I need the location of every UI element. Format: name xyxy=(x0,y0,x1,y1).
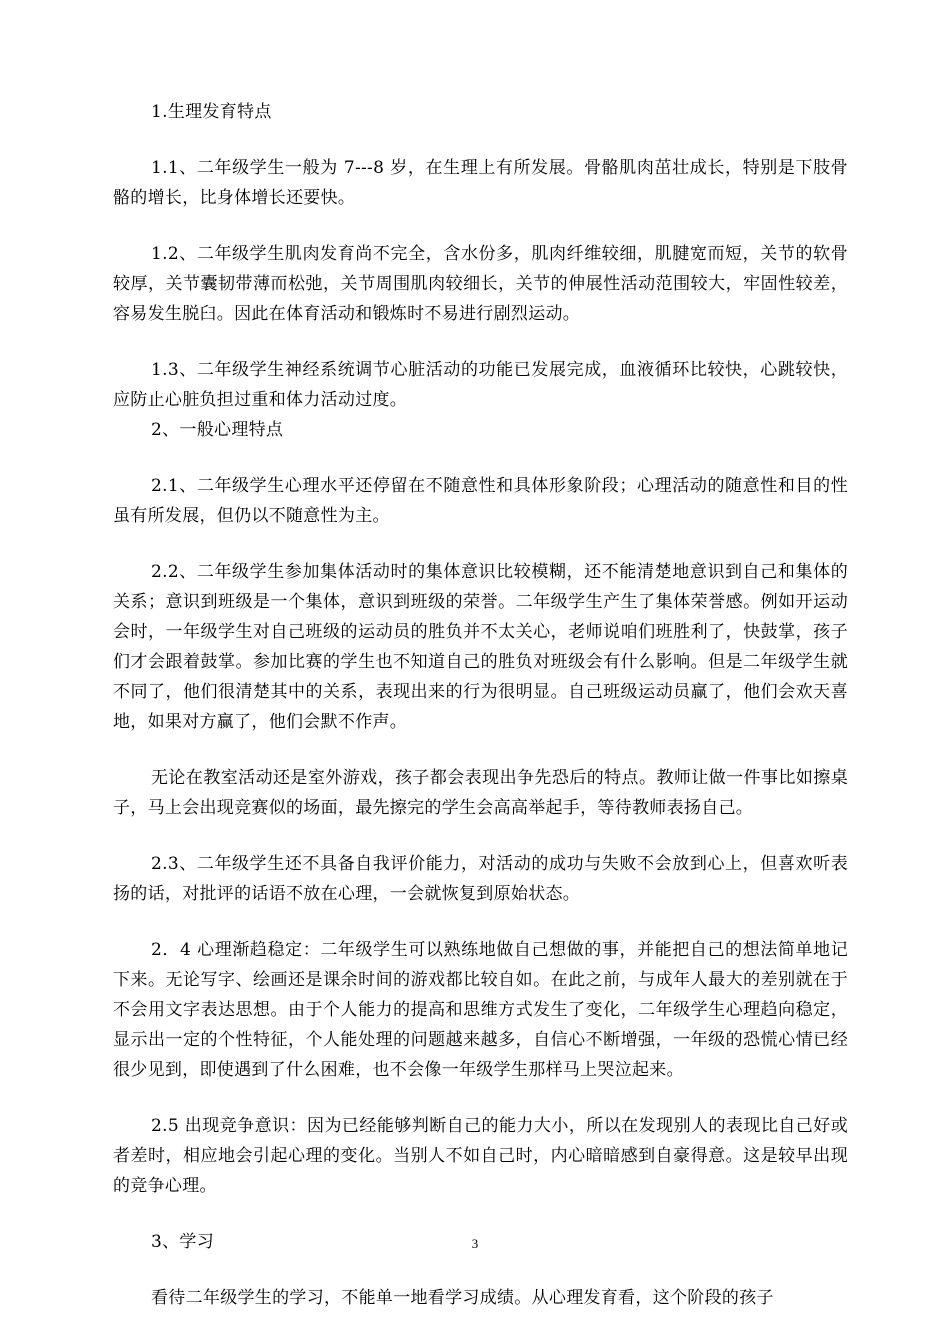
heading-physical-development: 1.生理发育特点 xyxy=(151,102,272,122)
page-number: 3 xyxy=(471,1236,479,1251)
paragraph-2-2: 2.2、二年级学生参加集体活动时的集体意识比较模糊，还不能清楚地意识到自己和集体的关系；意识到班级是一个集体，意识到班级的荣誉。二年级学生产生了集体荣誉感。例如开运动会时，一年级学生对自己班级的运动员的胜负并不太关心，老师说咱们班胜利了，快鼓掌，孩子们才会跟着鼓掌。参加比赛的学生也不知道自己的胜负对班级会有什么影响。但是二年级学生就不同了，他们很清楚其中的关系，表现出来的行为很明显。自己班级运动员赢了，他们会欢天喜地，如果对方赢了，他们会默不作声。 xyxy=(113,562,848,732)
heading-learning: 3、学习 xyxy=(151,1232,215,1252)
paragraph-2-4: 2．4 心理渐趋稳定：二年级学生可以熟练地做自己想做的事，并能把自己的想法简单地记下来。无论写字、绘画还是课余时间的游戏都比较自如。在此之前，与成年人最大的差别就在于不会用文字表达思想。由于个人能力的提高和思维方式发生了变化，二年级学生心理趋向稳定，显示出一定的个性特征，个人能处理的问题越来越多，自信心不断增强，一年级的恐慌心情已经很少见到，即使遇到了什么困难，也不会像一年级学生那样马上哭泣起来。 xyxy=(113,940,848,1080)
heading-general-psychology: 2、一般心理特点 xyxy=(151,420,284,440)
paragraph-1-3: 1.3、二年级学生神经系统调节心脏活动的功能已发展完成，血液循环比较快，心跳较快，应防止心脏负担过重和体力活动过度。 xyxy=(113,360,848,410)
paragraph-1-2: 1.2、二年级学生肌肉发育尚不完全，含水份多，肌肉纤维较细，肌腱宽而短，关节的软骨较厚，关节囊韧带薄而松弛，关节周围肌肉较细长，关节的伸展性活动范围较大，牢固性较差，容易发生脱臼。因此在体育活动和锻炼时不易进行剧烈运动。 xyxy=(113,244,848,324)
document-body xyxy=(113,97,848,1313)
paragraph-competition-example: 无论在教室活动还是室外游戏，孩子都会表现出争先恐后的特点。教师让做一件事比如擦桌子，马上会出现竞赛似的场面，最先擦完的学生会高高举起手，等待教师表扬自己。 xyxy=(113,768,848,818)
paragraph-2-5: 2.5 出现竞争意识：因为已经能够判断自己的能力大小，所以在发现别人的表现比自己好或者差时，相应地会引起心理的变化。当别人不如自己时，内心暗暗感到自豪得意。这是较早出现的竞争心理。 xyxy=(113,1116,848,1196)
paragraph-learning: 看待二年级学生的学习，不能单一地看学习成绩。从心理发育看，这个阶段的孩子 xyxy=(151,1288,774,1308)
paragraph-1-1: 1.1、二年级学生一般为 7---8 岁，在生理上有所发展。骨骼肌肉茁壮成长，特别是下肢骨骼的增长，比身体增长还要快。 xyxy=(113,158,848,208)
paragraph-2-1: 2.1、二年级学生心理水平还停留在不随意性和具体形象阶段；心理活动的随意性和目的性虽有所发展，但仍以不随意性为主。 xyxy=(113,476,848,526)
paragraph-2-3: 2.3、二年级学生还不具备自我评价能力，对活动的成功与失败不会放到心上，但喜欢听表扬的话，对批评的话语不放在心理，一会就恢复到原始状态。 xyxy=(113,854,848,904)
